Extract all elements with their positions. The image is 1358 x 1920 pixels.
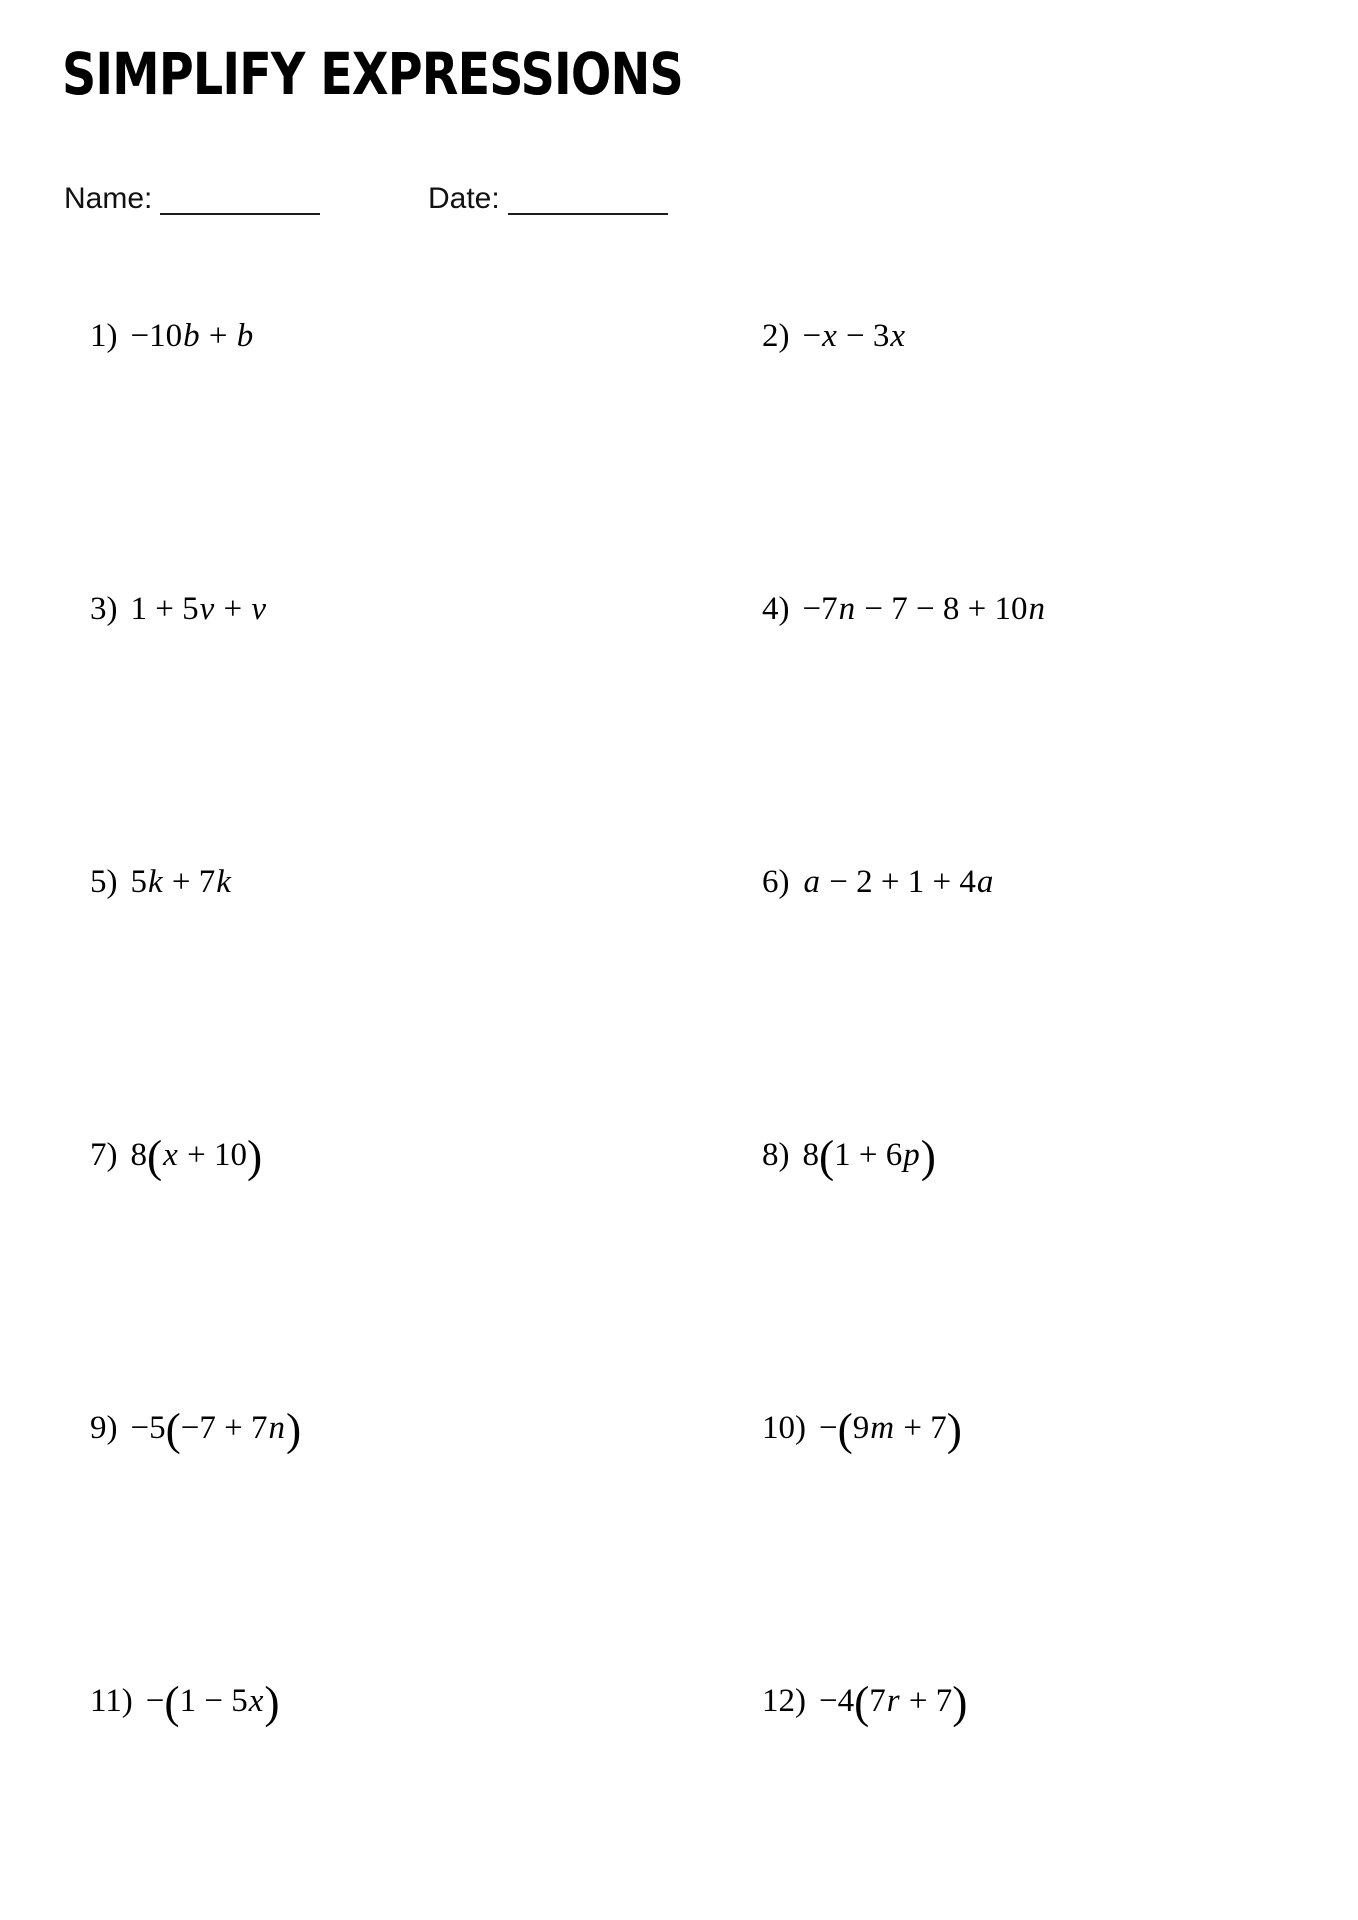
problem-number: 5) [90,864,118,900]
date-field-row [428,182,668,216]
problem-8 [762,1130,936,1182]
problem-number: 12) [762,1683,806,1719]
problem-expression: a − 2 + 1 + 4a [803,864,994,900]
problem-expression: −(1 − 5x) [145,1676,280,1728]
date-label: Date: [428,182,500,215]
problem-10 [762,1403,962,1455]
problem-number: 7) [90,1137,118,1173]
date-blank-line [508,183,668,215]
problem-expression: −(9m + 7) [819,1403,962,1455]
problem-12 [762,1676,968,1728]
problem-number: 6) [762,864,790,900]
problem-expression: −10b + b [130,318,254,354]
name-field-row [64,182,320,216]
problem-expression: −5(−7 + 7n) [130,1403,302,1455]
problem-expression: 5k + 7k [130,864,231,900]
problem-5 [90,864,232,901]
problem-number: 2) [762,318,790,354]
name-label: Name: [64,182,153,215]
problem-number: 1) [90,318,118,354]
problem-expression: −x − 3x [802,318,906,354]
problem-7 [90,1130,263,1182]
problem-number: 8) [762,1137,790,1173]
problem-number: 10) [762,1410,806,1446]
problem-expression: 8(1 + 6p) [802,1130,936,1182]
problem-1 [90,318,254,355]
problem-3 [90,591,267,628]
name-blank-line [160,183,320,215]
problem-2 [762,318,906,355]
problem-number: 3) [90,591,118,627]
problem-6 [762,864,994,901]
problem-11 [90,1676,280,1728]
problem-expression: 8(x + 10) [130,1130,263,1182]
problem-number: 11) [90,1683,133,1719]
problem-number: 4) [762,591,790,627]
problem-expression: −7n − 7 − 8 + 10n [802,591,1045,627]
problem-9 [90,1403,302,1455]
problem-expression: 1 + 5v + v [130,591,267,627]
problem-expression: −4(7r + 7) [819,1676,968,1728]
problem-4 [762,591,1046,628]
problem-number: 9) [90,1410,118,1446]
page-title: SIMPLIFY EXPRESSIONS [62,40,683,108]
